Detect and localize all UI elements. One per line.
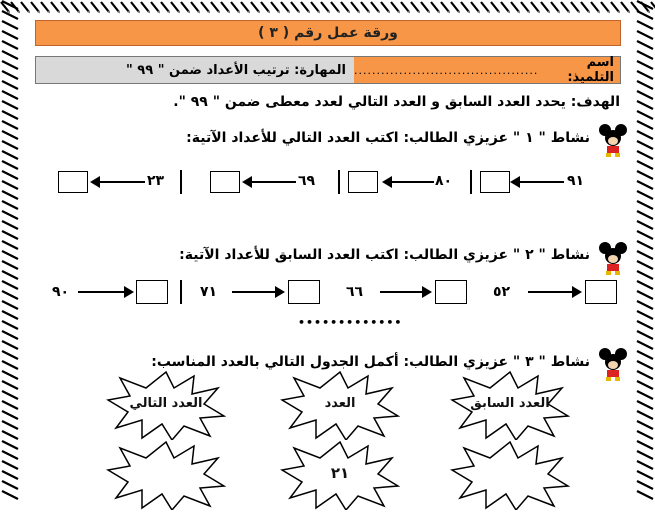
arrowhead-left-icon bbox=[382, 176, 392, 188]
arrowhead-right-icon bbox=[124, 286, 134, 298]
header-star-number bbox=[280, 370, 400, 440]
student-name-field[interactable] bbox=[354, 57, 620, 83]
arrowhead-left-icon bbox=[510, 176, 520, 188]
header-number: العدد bbox=[324, 396, 356, 411]
answer-box[interactable] bbox=[288, 280, 320, 304]
answer-box[interactable] bbox=[58, 171, 88, 193]
answer-box[interactable] bbox=[435, 280, 467, 304]
activity1-row bbox=[40, 170, 620, 200]
separator bbox=[180, 170, 182, 194]
header-previous: العدد السابق bbox=[470, 396, 550, 411]
separator-dots: ••••••••••••• bbox=[298, 316, 403, 329]
activity2-number: ٦٦ bbox=[346, 284, 364, 300]
arrow-right-icon bbox=[232, 291, 276, 293]
activity2-number: ٩٠ bbox=[52, 284, 70, 300]
arrow-left-icon bbox=[518, 181, 564, 183]
skill-label: المهارة: ترتيب الأعداد ضمن " ٩٩ " bbox=[36, 57, 354, 83]
goal-text: الهدف: يحدد العدد السابق و العدد التالي لعدد معطى ضمن " ٩٩ ". bbox=[173, 94, 620, 110]
activity1-title: نشاط " ١ " عزيزي الطالب: اكتب العدد التالي للأعداد الآتية: bbox=[186, 130, 590, 146]
activity3-title: نشاط " ٣ " عزيزي الطالب: أكمل الجدول التالي بالعدد المناسب: bbox=[151, 354, 590, 370]
header-star-previous bbox=[450, 370, 570, 440]
activity1-number: ٢٣ bbox=[147, 173, 165, 189]
student-name-dots: ......................................... bbox=[354, 63, 539, 77]
arrowhead-right-icon bbox=[275, 286, 285, 298]
separator bbox=[180, 280, 182, 304]
pencil-border-top bbox=[0, 0, 655, 14]
activity1-number: ٩١ bbox=[567, 173, 585, 189]
student-name-label: اسم التلميذ: bbox=[567, 55, 614, 85]
arrow-left-icon bbox=[390, 181, 434, 183]
answer-box[interactable] bbox=[136, 280, 168, 304]
mouse-mascot-icon bbox=[596, 346, 630, 384]
worksheet-title: ورقة عمل رقم ( ٣ ) bbox=[35, 20, 621, 46]
info-row bbox=[35, 56, 621, 84]
answer-box[interactable] bbox=[210, 171, 240, 193]
arrowhead-left-icon bbox=[90, 176, 100, 188]
pencil-border-left bbox=[0, 0, 20, 500]
mouse-mascot-icon bbox=[596, 240, 630, 278]
arrow-left-icon bbox=[97, 181, 145, 183]
arrow-right-icon bbox=[528, 291, 574, 293]
activity2-number: ٥٢ bbox=[493, 284, 511, 300]
answer-box[interactable] bbox=[585, 280, 617, 304]
mouse-mascot-icon bbox=[596, 122, 630, 160]
arrowhead-left-icon bbox=[242, 176, 252, 188]
activity1-number: ٦٩ bbox=[298, 173, 316, 189]
activity2-row bbox=[40, 280, 620, 310]
activity2-title: نشاط " ٢ " عزيزي الطالب: اكتب العدد السابق للأعداد الآتية: bbox=[179, 247, 590, 263]
answer-box[interactable] bbox=[348, 171, 378, 193]
arrow-right-icon bbox=[78, 291, 124, 293]
arrow-right-icon bbox=[380, 291, 424, 293]
activity2-number: ٧١ bbox=[200, 284, 218, 300]
header-star-next bbox=[106, 370, 226, 440]
separator bbox=[338, 170, 340, 194]
activity1-number: ٨٠ bbox=[435, 173, 453, 189]
given-number: ٢١ bbox=[330, 464, 350, 482]
pencil-border-right bbox=[635, 0, 655, 500]
answer-box[interactable] bbox=[480, 171, 510, 193]
arrow-left-icon bbox=[250, 181, 296, 183]
header-next: العدد التالي bbox=[129, 396, 203, 411]
separator bbox=[470, 170, 472, 194]
